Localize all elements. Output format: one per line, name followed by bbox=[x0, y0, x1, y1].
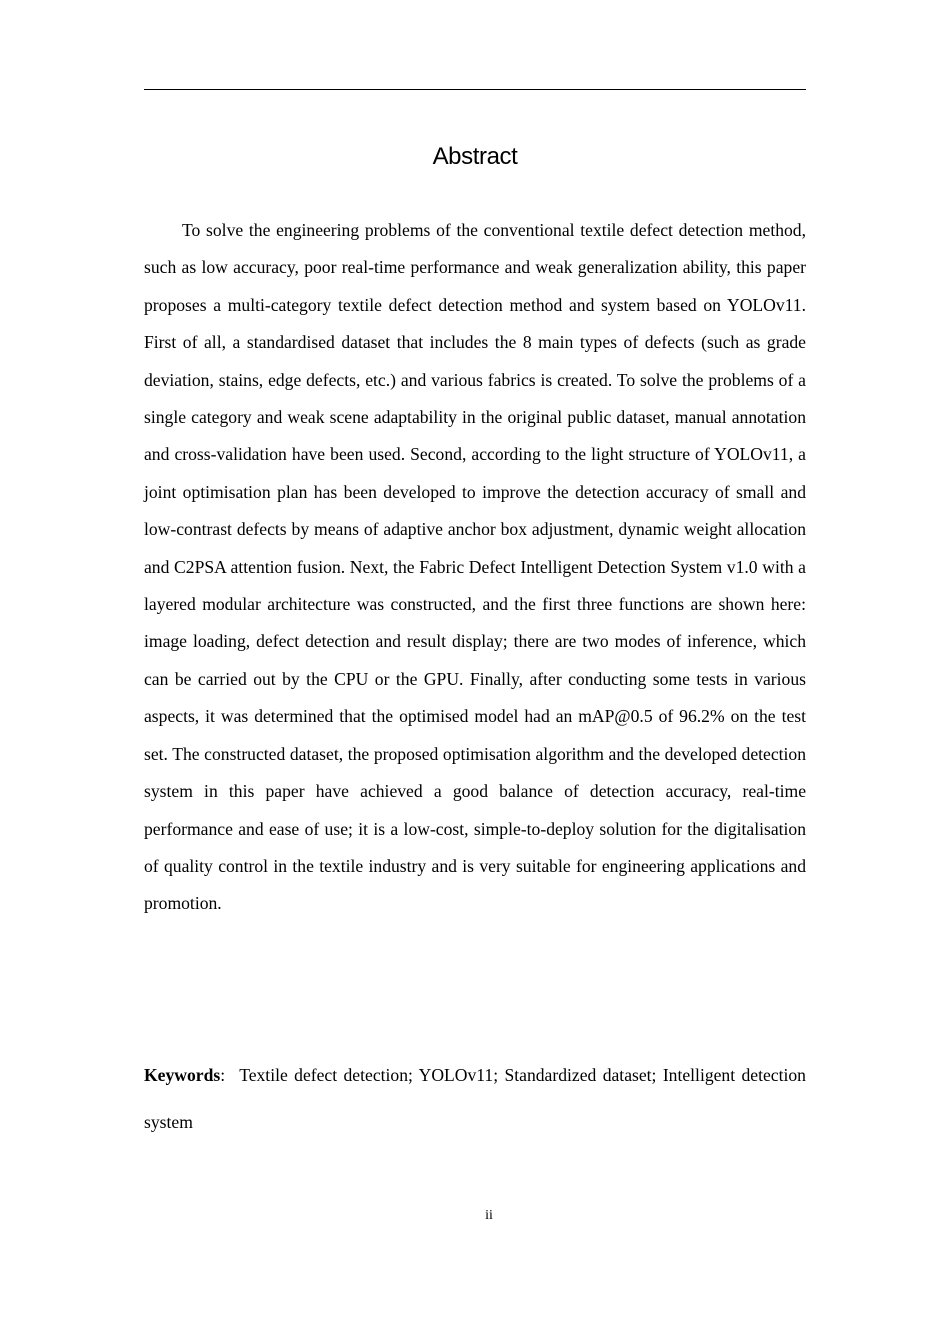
keywords-section bbox=[144, 1052, 806, 1146]
abstract-paragraph: To solve the engineering problems of the conventional textile defect detection method, such as low accuracy, poor real-time performance and weak generalization ability, this paper proposes a multi-category textile defect detection method and system based on YOLOv11. First of all, a standardised dataset that includes the 8 main types of defects (such as grade deviation, stains, edge defects, etc.) and various fabrics is created. To solve the problems of a single category and weak scene adaptability in the original public dataset, manual annotation and cross-validation have been used. Second, according to the light structure of YOLOv11, a joint optimisation plan has been developed to improve the detection accuracy of small and low-contrast defects by means of adaptive anchor box adjustment, dynamic weight allocation and C2PSA attention fusion. Next, the Fabric Defect Intelligent Detection System v1.0 with a layered modular architecture was constructed, and the first three functions are shown here: image loading, defect detection and result display; there are two modes of inference, which can be carried out by the CPU or the GPU. Finally, after conducting some tests in various aspects, it was determined that the optimised model had an mAP@0.5 of 96.2% on the test set. The constructed dataset, the proposed optimisation algorithm and the developed detection system in this paper have achieved a good balance of detection accuracy, real-time performance and ease of use; it is a low-cost, simple-to-deploy solution for the digitalisation of quality control in the textile industry and is very suitable for engineering applications and promotion. bbox=[144, 220, 806, 914]
keywords-text: Textile defect detection; YOLOv11; Standardized dataset; Intelligent detection system bbox=[144, 1065, 806, 1132]
page-number: ii bbox=[485, 1208, 493, 1223]
header-rule bbox=[144, 89, 806, 90]
page-title: Abstract bbox=[432, 143, 518, 170]
keywords-label: Keywords bbox=[144, 1065, 221, 1085]
keywords-separator: : bbox=[220, 1065, 226, 1085]
